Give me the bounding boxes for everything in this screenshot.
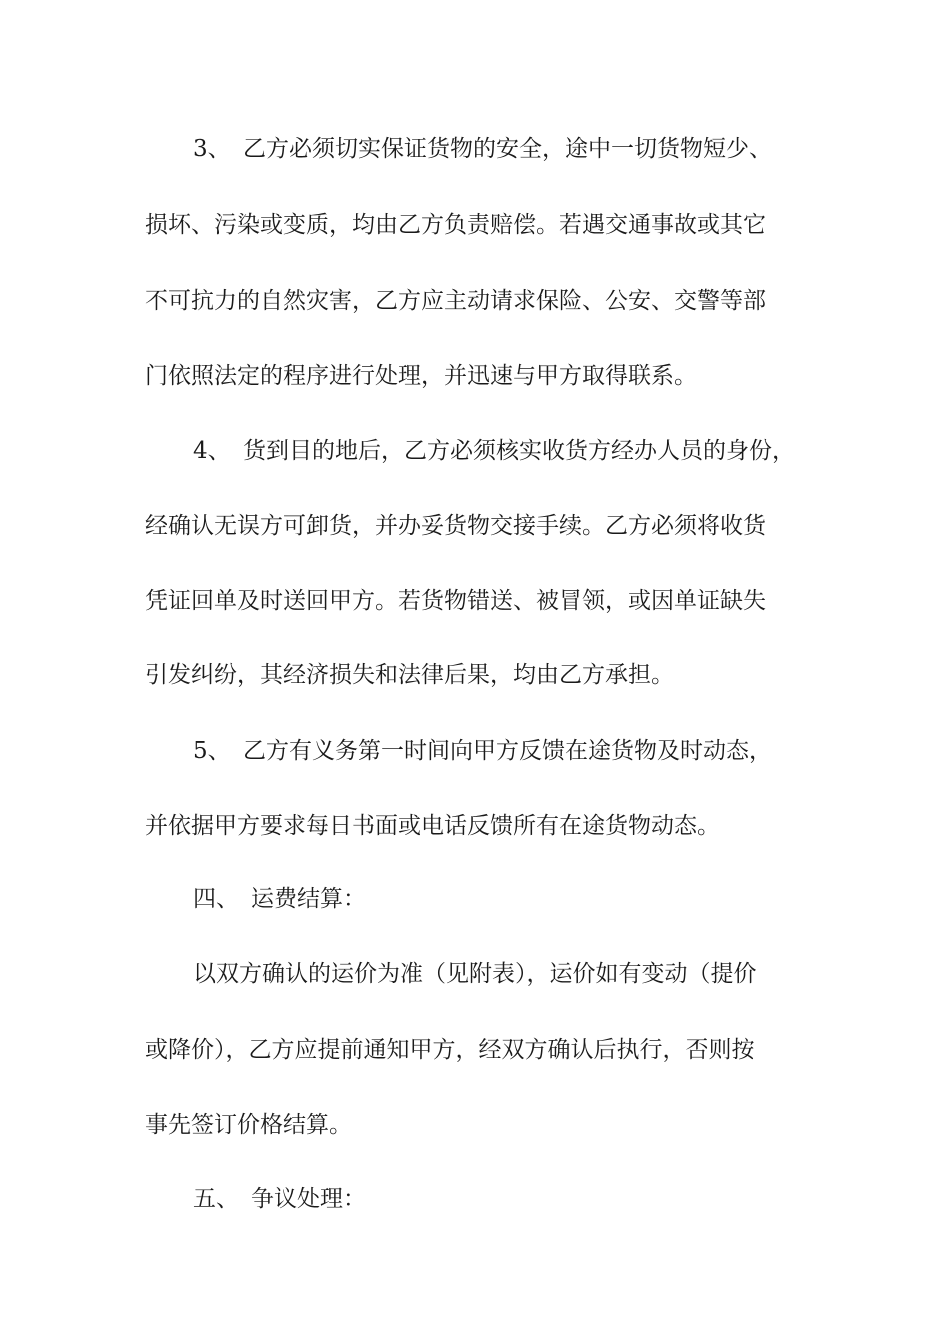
item-5-first-line <box>193 736 772 766</box>
paragraph-line: 事先签订价格结算。 <box>145 1112 352 1138</box>
paragraph-line: 经确认无误方可卸货，并办妥货物交接手续。乙方必须将收货 <box>145 513 766 539</box>
paragraph-line: 凭证回单及时送回甲方。若货物错送、被冒领，或因单证缺失 <box>145 588 766 614</box>
paragraph-text: 乙方必须切实保证货物的安全，途中一切货物短少、 <box>243 136 772 162</box>
paragraph-line: 门依照法定的程序进行处理，并迅速与甲方取得联系。 <box>145 363 697 389</box>
item-3-first-line <box>193 134 772 164</box>
paragraph-line: 以双方确认的运价为准（见附表），运价如有变动（提价 <box>193 961 757 987</box>
paragraph-line: 损坏、污染或变质，均由乙方负责赔偿。若遇交通事故或其它 <box>145 212 766 238</box>
item-4-first-line <box>193 436 795 466</box>
section-number: 四、 <box>193 886 239 912</box>
section-title: 争议处理： <box>251 1186 366 1212</box>
paragraph-line: 引发纠纷，其经济损失和法律后果，均由乙方承担。 <box>145 662 674 688</box>
section-title: 运费结算： <box>251 886 366 912</box>
item-number: 5、 <box>193 738 231 764</box>
paragraph-line: 或降价），乙方应提前通知甲方，经双方确认后执行，否则按 <box>145 1037 755 1063</box>
paragraph-line: 并依据甲方要求每日书面或电话反馈所有在途货物动态。 <box>145 813 720 839</box>
paragraph-text: 乙方有义务第一时间向甲方反馈在途货物及时动态， <box>243 738 772 764</box>
item-number: 4、 <box>193 438 231 464</box>
section-5-heading <box>193 1184 366 1214</box>
section-4-heading <box>193 884 366 914</box>
item-number: 3、 <box>193 136 231 162</box>
paragraph-line: 不可抗力的自然灾害，乙方应主动请求保险、公安、交警等部 <box>145 288 766 314</box>
section-number: 五、 <box>193 1186 239 1212</box>
paragraph-text: 货到目的地后，乙方必须核实收货方经办人员的身份， <box>243 438 795 464</box>
